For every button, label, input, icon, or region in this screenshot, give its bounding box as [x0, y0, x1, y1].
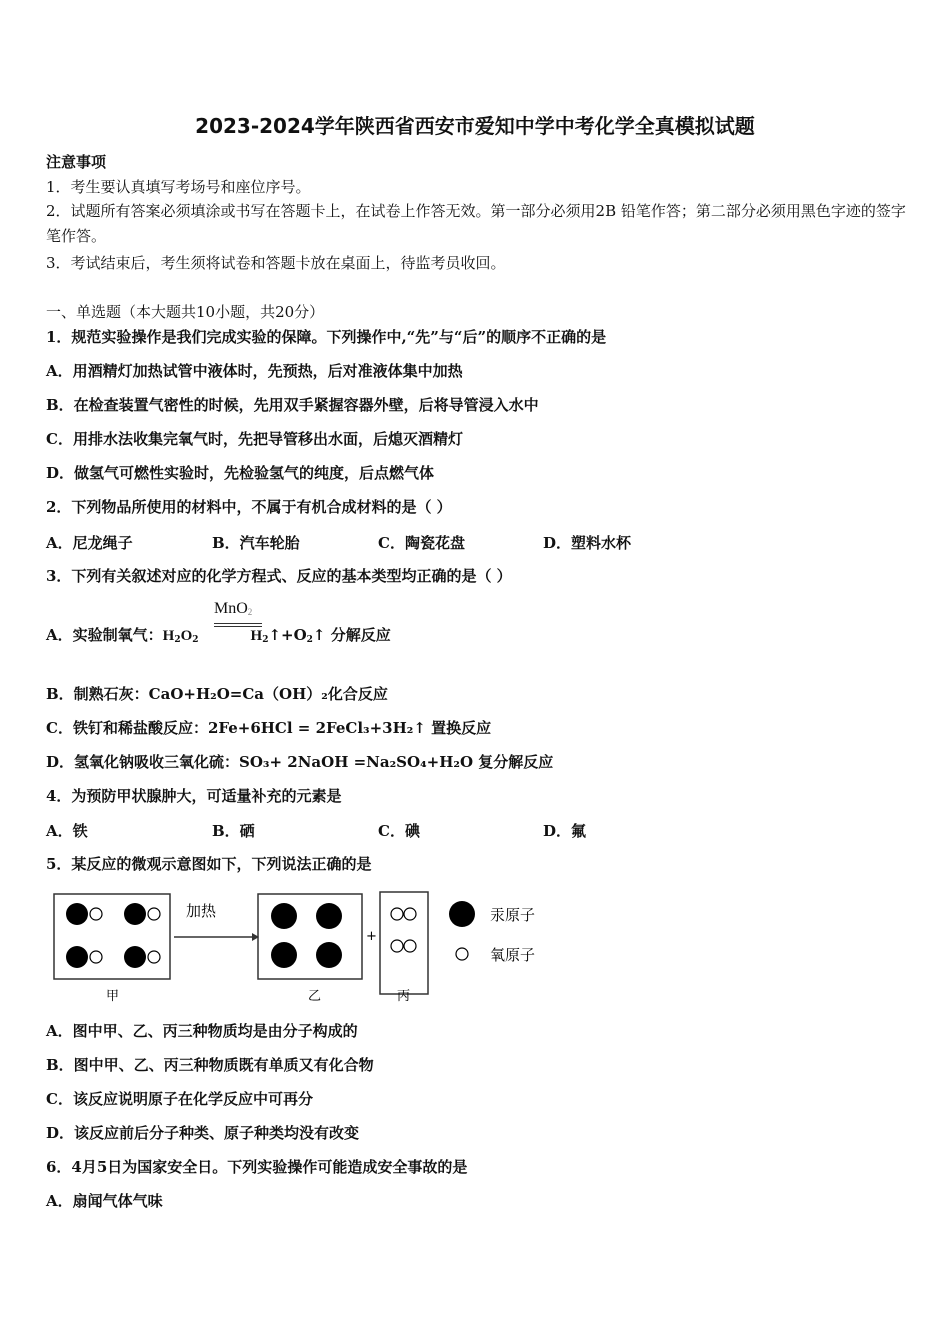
hgo-molecule [124, 946, 160, 968]
option-b: B．汽车轮胎 [212, 534, 300, 552]
reaction-diagram [46, 882, 566, 1012]
option-c: C．碘 [378, 822, 420, 840]
box-bing [380, 892, 428, 994]
legend-hg-label: 汞原子 [490, 906, 536, 924]
arrow-label: 加热 [186, 902, 217, 920]
option-b: B．在检查装置气密性的时候，先用双手紧握容器外壁，后将导管浸入水中 [46, 396, 539, 414]
question-stem: 3．下列有关叙述对应的化学方程式、反应的基本类型均正确的是（ ） [46, 567, 512, 585]
question-stem: 6．4月5日为国家安全日。下列实验操作可能造成安全事故的是 [46, 1158, 468, 1176]
box-label-yi: 乙 [308, 989, 322, 1004]
notice-heading: 注意事项 [46, 153, 107, 171]
option-a: A．铁 [46, 822, 88, 840]
hg-atom [316, 903, 342, 929]
box-label-jia: 甲 [106, 989, 120, 1004]
notice-item: 1．考生要认真填写考场号和座位序号。 [46, 178, 311, 196]
hgo-molecule [124, 903, 160, 925]
hg-atom [271, 903, 297, 929]
option-a: A．实验制氧气：$H_2O_2$ $H_2↑+O_2↑$ 分解反应 [46, 626, 391, 645]
option-d: D．氟 [543, 822, 587, 840]
option-c: C．陶瓷花盘 [378, 534, 465, 552]
option-b: B．制熟石灰：CaO+H₂O=Ca（OH）₂化合反应 [46, 685, 388, 703]
option-a: A．尼龙绳子 [46, 534, 133, 552]
question-stem: 1．规范实验操作是我们完成实验的保障。下列操作中,“先”与“后”的顺序不正确的是 [46, 328, 607, 346]
legend-o-label: 氧原子 [490, 946, 536, 964]
question-stem: 4．为预防甲状腺肿大，可适量补充的元素是 [46, 787, 342, 805]
catalyst-label: MnO$_2$ [214, 600, 253, 617]
option-c: C．用排水法收集完氧气时，先把导管移出水面，后熄灭酒精灯 [46, 430, 463, 448]
question-stem: 2．下列物品所使用的材料中，不属于有机合成材料的是（ ） [46, 498, 452, 516]
option-d: D．做氢气可燃性实验时，先检验氢气的纯度，后点燃气体 [46, 464, 435, 482]
option-b: B．硒 [212, 822, 255, 840]
equation-bar [214, 623, 262, 624]
option-a: A．图中甲、乙、丙三种物质均是由分子构成的 [46, 1022, 358, 1040]
hg-atom [271, 942, 297, 968]
page-title: 2023-2024学年陕西省西安市爱知中学中考化学全真模拟试题 [195, 114, 755, 138]
legend-hg-icon [449, 901, 475, 927]
o2-molecule [391, 908, 416, 920]
section-heading: 一、单选题（本大题共10小题，共20分） [46, 303, 325, 321]
hgo-molecule [66, 903, 102, 925]
notice-item: 2．试题所有答案必须填涂或书写在答题卡上，在试卷上作答无效。第一部分必须用2B 铅笔作答；第二部分必须用黑色字迹的签字笔作答。 [46, 202, 906, 245]
option-c: C．铁钉和稀盐酸反应：2Fe+6HCl = 2FeCl₃+3H₂↑ 置换反应 [46, 719, 492, 737]
option-a: A．扇闻气体气味 [46, 1192, 163, 1210]
legend-o-icon [456, 948, 468, 960]
hg-atom [316, 942, 342, 968]
option-c: C．该反应说明原子在化学反应中可再分 [46, 1090, 313, 1108]
option-a: A．用酒精灯加热试管中液体时，先预热，后对准液体集中加热 [46, 362, 463, 380]
option-d: D．氢氧化钠吸收三氧化硫：SO₃+ 2NaOH =Na₂SO₄+H₂O 复分解反应 [46, 753, 554, 771]
box-label-bing: 丙 [397, 989, 411, 1004]
plus-sign: + [366, 929, 377, 944]
notice-item: 3．考试结束后，考生须将试卷和答题卡放在桌面上，待监考员收回。 [46, 254, 506, 272]
o2-molecule [391, 940, 416, 952]
option-d: D．该反应前后分子种类、原子种类均没有改变 [46, 1124, 360, 1142]
hgo-molecule [66, 946, 102, 968]
box-yi [258, 894, 362, 979]
question-stem: 5．某反应的微观示意图如下，下列说法正确的是 [46, 855, 372, 873]
option-d: D．塑料水杯 [543, 534, 632, 552]
option-b: B．图中甲、乙、丙三种物质既有单质又有化合物 [46, 1056, 374, 1074]
